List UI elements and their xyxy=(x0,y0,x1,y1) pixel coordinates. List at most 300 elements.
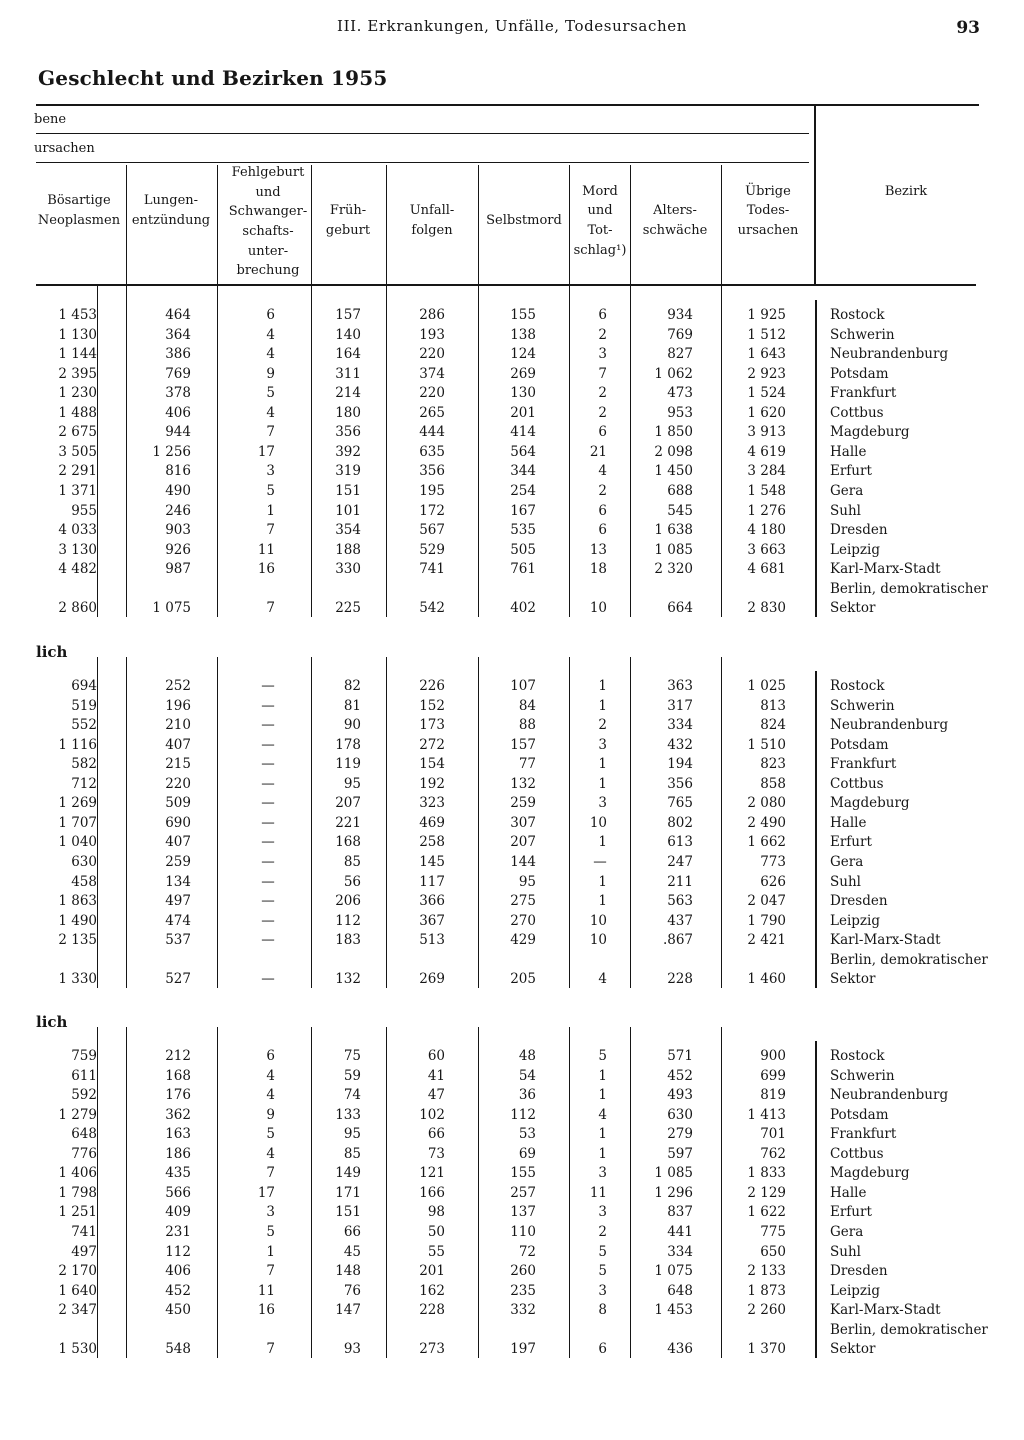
cell-pneumonia: 259 xyxy=(165,853,191,870)
cell-senility: 247 xyxy=(667,853,693,870)
cell-miscarriage: 1 xyxy=(266,502,275,519)
cell-suicide: 84 xyxy=(518,697,536,714)
header-column-rule xyxy=(478,165,479,284)
body-column-rule xyxy=(569,657,570,988)
body-column-rule xyxy=(126,1027,127,1358)
cell-miscarriage: 1 xyxy=(266,1243,275,1260)
header-column-rule xyxy=(126,165,127,284)
cell-suicide: 138 xyxy=(510,326,536,343)
cell-premature: 85 xyxy=(343,853,361,870)
region-name: Erfurt xyxy=(830,834,872,851)
cell-pneumonia: 215 xyxy=(165,756,191,773)
cell-homicide: 2 xyxy=(598,326,607,343)
cell-pneumonia: 407 xyxy=(165,736,191,753)
cell-suicide: 254 xyxy=(510,482,536,499)
cell-accident: 220 xyxy=(419,346,445,363)
cell-suicide: 259 xyxy=(510,795,536,812)
cell-miscarriage: 16 xyxy=(257,561,275,578)
cell-miscarriage: — xyxy=(261,893,275,910)
cell-suicide: 110 xyxy=(510,1223,536,1240)
cell-senility: 827 xyxy=(667,346,693,363)
cell-miscarriage: — xyxy=(261,834,275,851)
cell-suicide: 72 xyxy=(518,1243,536,1260)
cell-suicide: 167 xyxy=(510,502,536,519)
cell-premature: 74 xyxy=(343,1087,361,1104)
cell-accident: 73 xyxy=(427,1145,445,1162)
cell-other: 1 548 xyxy=(747,482,786,499)
cell-senility: 1 453 xyxy=(654,1302,693,1319)
cell-accident: 154 xyxy=(419,756,445,773)
region-name: Potsdam xyxy=(830,1106,889,1123)
cell-accident: 635 xyxy=(419,443,445,460)
table-row xyxy=(0,404,1024,423)
cell-senility: 432 xyxy=(667,736,693,753)
table-row xyxy=(0,462,1024,481)
cell-accident: 166 xyxy=(419,1184,445,1201)
cell-premature: 206 xyxy=(335,893,361,910)
cell-accident: 162 xyxy=(419,1282,445,1299)
col-header-line: Bezirk xyxy=(884,184,928,200)
cell-homicide: 4 xyxy=(598,463,607,480)
cell-accident: 220 xyxy=(419,385,445,402)
col-header-line: Übrige xyxy=(745,183,791,199)
cell-suicide: 414 xyxy=(510,424,536,441)
cell-other: 1 873 xyxy=(747,1282,786,1299)
cell-premature: 148 xyxy=(335,1263,361,1280)
header-column-rule xyxy=(217,165,218,284)
cell-miscarriage: 17 xyxy=(257,1184,275,1201)
region-name: Sektor xyxy=(830,600,876,617)
cell-senility: 334 xyxy=(667,1243,693,1260)
body-column-rule xyxy=(217,1027,218,1358)
section-label: lich xyxy=(36,643,68,661)
cell-miscarriage: — xyxy=(261,736,275,753)
cell-senility: 228 xyxy=(667,971,693,988)
region-name: Rostock xyxy=(830,1048,885,1064)
body-column-rule xyxy=(630,657,631,988)
cell-neoplasm: 1 707 xyxy=(58,814,97,831)
cell-premature: 354 xyxy=(335,522,361,539)
cell-premature: 75 xyxy=(343,1048,361,1064)
table-row xyxy=(0,912,1024,931)
cell-other: 762 xyxy=(760,1145,786,1162)
cell-other: 824 xyxy=(760,717,786,734)
title-rule xyxy=(36,104,979,106)
cell-senility: 1 638 xyxy=(654,522,693,539)
col-header-line: Mord xyxy=(582,183,618,199)
cell-premature: 76 xyxy=(343,1282,361,1299)
cell-homicide: 2 xyxy=(598,385,607,402)
cell-suicide: 270 xyxy=(510,912,536,929)
cell-premature: 149 xyxy=(335,1165,361,1182)
cell-suicide: 155 xyxy=(510,307,536,323)
cell-pneumonia: 548 xyxy=(165,1341,191,1358)
region-name: Halle xyxy=(830,1184,867,1201)
region-name: Suhl xyxy=(830,1243,861,1260)
cell-miscarriage: 7 xyxy=(266,1341,275,1358)
cell-other: 819 xyxy=(760,1087,786,1104)
cell-neoplasm: 458 xyxy=(71,873,97,890)
cell-other: 1 833 xyxy=(747,1165,786,1182)
super-label-1: bene xyxy=(34,112,67,127)
cell-homicide: 10 xyxy=(589,814,607,831)
cell-other: 2 260 xyxy=(747,1302,786,1319)
cell-neoplasm: 1 371 xyxy=(58,482,97,499)
cell-pneumonia: 409 xyxy=(165,1204,191,1221)
cell-pneumonia: 464 xyxy=(165,307,191,323)
cell-other: 1 276 xyxy=(747,502,786,519)
table-row xyxy=(0,1145,1024,1164)
cell-neoplasm: 519 xyxy=(71,697,97,714)
cell-neoplasm: 741 xyxy=(71,1223,97,1240)
cell-accident: 117 xyxy=(419,873,445,890)
region-name: Magdeburg xyxy=(830,795,910,812)
cell-premature: 101 xyxy=(335,502,361,519)
cell-accident: 272 xyxy=(419,736,445,753)
cell-homicide: 1 xyxy=(598,697,607,714)
cell-pneumonia: 252 xyxy=(165,678,191,694)
cell-pneumonia: 435 xyxy=(165,1165,191,1182)
cell-homicide: 11 xyxy=(589,1184,607,1201)
table-row xyxy=(0,697,1024,716)
cell-senility: 765 xyxy=(667,795,693,812)
cell-miscarriage: 7 xyxy=(266,424,275,441)
cell-homicide: 3 xyxy=(598,736,607,753)
cell-miscarriage: 4 xyxy=(266,326,275,343)
cell-other: 4 619 xyxy=(747,443,786,460)
cell-other: 775 xyxy=(760,1223,786,1240)
region-name: Neubrandenburg xyxy=(830,717,949,734)
table-row xyxy=(0,814,1024,833)
cell-suicide: 564 xyxy=(510,443,536,460)
table-row xyxy=(0,306,1024,325)
cell-accident: 323 xyxy=(419,795,445,812)
cell-other: 2 421 xyxy=(747,932,786,949)
col-header-line: unter- xyxy=(247,243,289,259)
page-number: 93 xyxy=(956,18,980,38)
super-rule-2 xyxy=(36,162,809,163)
cell-premature: 168 xyxy=(335,834,361,851)
table-row xyxy=(0,853,1024,872)
cell-senility: 571 xyxy=(667,1048,693,1064)
cell-suicide: 95 xyxy=(518,873,536,890)
cell-senility: 953 xyxy=(667,404,693,421)
cell-miscarriage: 11 xyxy=(257,1282,275,1299)
cell-pneumonia: 406 xyxy=(165,404,191,421)
cell-miscarriage: 17 xyxy=(257,443,275,460)
cell-senility: 452 xyxy=(667,1067,693,1084)
cell-accident: 193 xyxy=(419,326,445,343)
cell-neoplasm: 1 251 xyxy=(58,1204,97,1221)
col-header-line: und xyxy=(587,203,613,219)
cell-miscarriage: — xyxy=(261,971,275,988)
cell-accident: 567 xyxy=(419,522,445,539)
cell-accident: 152 xyxy=(419,697,445,714)
cell-other: 1 925 xyxy=(747,307,786,323)
cell-pneumonia: 690 xyxy=(165,814,191,831)
cell-neoplasm: 1 490 xyxy=(58,912,97,929)
col-header-line: entzündung xyxy=(131,212,211,228)
cell-suicide: 157 xyxy=(510,736,536,753)
cell-suicide: 69 xyxy=(518,1145,536,1162)
cell-premature: 225 xyxy=(335,600,361,617)
cell-premature: 183 xyxy=(335,932,361,949)
cell-pneumonia: 1 075 xyxy=(152,600,191,617)
cell-suicide: 112 xyxy=(510,1106,536,1123)
cell-suicide: 53 xyxy=(518,1126,536,1143)
cell-neoplasm: 759 xyxy=(71,1048,97,1064)
cell-miscarriage: 7 xyxy=(266,600,275,617)
cell-accident: 542 xyxy=(419,600,445,617)
cell-miscarriage: — xyxy=(261,756,275,773)
cell-miscarriage: 11 xyxy=(257,541,275,558)
cell-suicide: 307 xyxy=(510,814,536,831)
table-row xyxy=(0,502,1024,521)
cell-premature: 356 xyxy=(335,424,361,441)
cell-neoplasm: 694 xyxy=(71,678,97,694)
cell-other: 3 284 xyxy=(747,463,786,480)
cell-homicide: 1 xyxy=(598,678,607,694)
cell-homicide: 3 xyxy=(598,1282,607,1299)
cell-miscarriage: 5 xyxy=(266,385,275,402)
cell-suicide: 505 xyxy=(510,541,536,558)
cell-accident: 60 xyxy=(427,1048,445,1064)
col-header-line: schwäche xyxy=(642,222,708,238)
region-divider xyxy=(815,671,817,988)
cell-suicide: 201 xyxy=(510,404,536,421)
cell-other: 1 662 xyxy=(747,834,786,851)
col-header-line: Selbstmord xyxy=(486,213,562,229)
table-row xyxy=(0,541,1024,560)
cell-senility: 493 xyxy=(667,1087,693,1104)
table-row xyxy=(0,1184,1024,1203)
cell-neoplasm: 552 xyxy=(71,717,97,734)
cell-other: 813 xyxy=(760,697,786,714)
cell-pneumonia: 816 xyxy=(165,463,191,480)
col-header-line: Alters- xyxy=(653,203,697,219)
cell-senility: 769 xyxy=(667,326,693,343)
cell-senility: 279 xyxy=(667,1126,693,1143)
cell-miscarriage: 9 xyxy=(266,1106,275,1123)
region-name: Sektor xyxy=(830,971,876,988)
region-name: Potsdam xyxy=(830,365,889,382)
cell-homicide: 21 xyxy=(589,443,607,460)
cell-homicide: 1 xyxy=(598,893,607,910)
cell-senility: 436 xyxy=(667,1341,693,1358)
region-name: Leipzig xyxy=(830,1282,880,1299)
cell-premature: 133 xyxy=(335,1106,361,1123)
cell-homicide: 1 xyxy=(598,1145,607,1162)
cell-miscarriage: 6 xyxy=(266,307,275,323)
cell-suicide: 269 xyxy=(510,365,536,382)
running-head: III. Erkrankungen, Unfälle, Todesursachen xyxy=(337,17,687,35)
cell-miscarriage: 3 xyxy=(266,463,275,480)
cell-accident: 258 xyxy=(419,834,445,851)
table-row xyxy=(0,1282,1024,1301)
cell-accident: 173 xyxy=(419,717,445,734)
cell-homicide: 7 xyxy=(598,365,607,382)
cell-miscarriage: 4 xyxy=(266,404,275,421)
table-row xyxy=(0,482,1024,501)
cell-other: 1 510 xyxy=(747,736,786,753)
body-column-rule xyxy=(630,286,631,617)
header-column-rule xyxy=(311,165,312,284)
cell-homicide: — xyxy=(593,853,607,870)
cell-pneumonia: 926 xyxy=(165,541,191,558)
col-header-line: Neoplasmen xyxy=(37,212,121,228)
cell-pneumonia: 769 xyxy=(165,365,191,382)
body-column-rule xyxy=(311,286,312,617)
cell-premature: 157 xyxy=(335,307,361,323)
cell-homicide: 2 xyxy=(598,717,607,734)
region-name: Sektor xyxy=(830,1341,876,1358)
cell-senility: 1 085 xyxy=(654,1165,693,1182)
cell-homicide: 13 xyxy=(589,541,607,558)
body-column-rule xyxy=(97,286,98,617)
body-column-rule xyxy=(386,1027,387,1358)
cell-other: 650 xyxy=(760,1243,786,1260)
table-row xyxy=(0,970,1024,989)
cell-suicide: 197 xyxy=(510,1341,536,1358)
cell-other: 701 xyxy=(760,1126,786,1143)
cell-neoplasm: 3 130 xyxy=(58,541,97,558)
cell-pneumonia: 490 xyxy=(165,482,191,499)
super-rule-1 xyxy=(36,133,809,134)
cell-accident: 226 xyxy=(419,678,445,694)
cell-senility: 802 xyxy=(667,814,693,831)
cell-other: 1 460 xyxy=(747,971,786,988)
col-header-line: folgen xyxy=(411,222,453,238)
col-header-line: Schwanger- xyxy=(228,204,308,220)
region-name: Frankfurt xyxy=(830,756,897,773)
cell-other: 3 913 xyxy=(747,424,786,441)
cell-accident: 513 xyxy=(419,932,445,949)
cell-homicide: 1 xyxy=(598,1067,607,1084)
cell-homicide: 2 xyxy=(598,1223,607,1240)
cell-other: 699 xyxy=(760,1067,786,1084)
cell-premature: 66 xyxy=(343,1223,361,1240)
cell-homicide: 3 xyxy=(598,1165,607,1182)
region-name: Karl-Marx-Stadt xyxy=(830,932,941,949)
cell-senility: 334 xyxy=(667,717,693,734)
table-row xyxy=(0,1106,1024,1125)
cell-homicide: 2 xyxy=(598,404,607,421)
cell-neoplasm: 776 xyxy=(71,1145,97,1162)
cell-suicide: 155 xyxy=(510,1165,536,1182)
cell-other: 858 xyxy=(760,775,786,792)
region-name: Rostock xyxy=(830,307,885,323)
cell-homicide: 1 xyxy=(598,775,607,792)
region-name: Dresden xyxy=(830,522,888,539)
cell-suicide: 235 xyxy=(510,1282,536,1299)
cell-other: 2 047 xyxy=(747,893,786,910)
cell-miscarriage: 16 xyxy=(257,1302,275,1319)
cell-senility: 934 xyxy=(667,307,693,323)
cell-other: 1 025 xyxy=(747,678,786,694)
table-row xyxy=(0,1164,1024,1183)
cell-suicide: 124 xyxy=(510,346,536,363)
cell-premature: 147 xyxy=(335,1302,361,1319)
cell-suicide: 144 xyxy=(510,853,536,870)
cell-miscarriage: — xyxy=(261,932,275,949)
cell-neoplasm: 1 144 xyxy=(58,346,97,363)
cell-accident: 50 xyxy=(427,1223,445,1240)
region-name: Cottbus xyxy=(830,404,884,421)
table-row xyxy=(0,365,1024,384)
cell-neoplasm: 611 xyxy=(71,1067,97,1084)
cell-miscarriage: — xyxy=(261,853,275,870)
cell-accident: 265 xyxy=(419,404,445,421)
cell-neoplasm: 592 xyxy=(71,1087,97,1104)
cell-premature: 45 xyxy=(343,1243,361,1260)
region-name: Potsdam xyxy=(830,736,889,753)
body-column-rule xyxy=(126,657,127,988)
cell-other: 2 490 xyxy=(747,814,786,831)
cell-senility: 2 098 xyxy=(654,443,693,460)
cell-senility: 597 xyxy=(667,1145,693,1162)
cell-premature: 330 xyxy=(335,561,361,578)
cell-suicide: 257 xyxy=(510,1184,536,1201)
cell-pneumonia: 527 xyxy=(165,971,191,988)
cell-neoplasm: 4 482 xyxy=(58,561,97,578)
header-bottom-rule xyxy=(36,284,976,286)
cell-suicide: 344 xyxy=(510,463,536,480)
cell-homicide: 6 xyxy=(598,502,607,519)
cell-accident: 47 xyxy=(427,1087,445,1104)
cell-miscarriage: — xyxy=(261,814,275,831)
cell-pneumonia: 210 xyxy=(165,717,191,734)
cell-other: 2 129 xyxy=(747,1184,786,1201)
cell-neoplasm: 1 530 xyxy=(58,1341,97,1358)
region-name: Dresden xyxy=(830,893,888,910)
table-row xyxy=(0,736,1024,755)
table-row xyxy=(0,521,1024,540)
cell-pneumonia: 220 xyxy=(165,775,191,792)
cell-suicide: 54 xyxy=(518,1067,536,1084)
cell-suicide: 429 xyxy=(510,932,536,949)
region-name: Schwerin xyxy=(830,697,895,714)
body-column-rule xyxy=(217,286,218,617)
cell-premature: 207 xyxy=(335,795,361,812)
cell-neoplasm: 1 040 xyxy=(58,834,97,851)
cell-accident: 741 xyxy=(419,561,445,578)
cell-suicide: 332 xyxy=(510,1302,536,1319)
col-header-line: ursachen xyxy=(737,222,799,238)
body-column-rule xyxy=(386,286,387,617)
cell-homicide: 5 xyxy=(598,1048,607,1064)
table-row xyxy=(0,1047,1024,1066)
cell-senility: 1 075 xyxy=(654,1263,693,1280)
cell-accident: 529 xyxy=(419,541,445,558)
cell-miscarriage: — xyxy=(261,678,275,694)
cell-accident: 121 xyxy=(419,1165,445,1182)
cell-accident: 98 xyxy=(427,1204,445,1221)
table-row xyxy=(0,423,1024,442)
table-row xyxy=(0,833,1024,852)
cell-other: 4 180 xyxy=(747,522,786,539)
cell-miscarriage: 4 xyxy=(266,1145,275,1162)
cell-premature: 188 xyxy=(335,541,361,558)
table-row xyxy=(0,1301,1024,1320)
region-name: Magdeburg xyxy=(830,424,910,441)
cell-accident: 273 xyxy=(419,1341,445,1358)
cell-accident: 145 xyxy=(419,853,445,870)
cell-senility: 613 xyxy=(667,834,693,851)
header-column-rule xyxy=(721,165,722,284)
header-column-rule xyxy=(386,165,387,284)
cell-pneumonia: 186 xyxy=(165,1145,191,1162)
table-row xyxy=(0,560,1024,579)
